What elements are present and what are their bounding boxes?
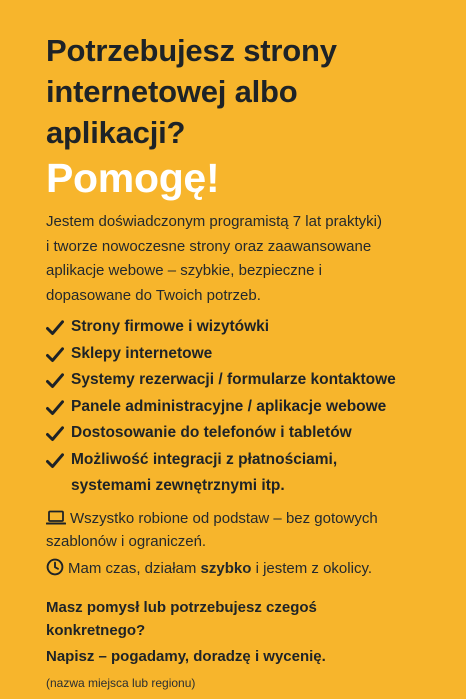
headline-accent: Pomogę!	[46, 155, 220, 201]
feature-availability-text-before: Mam czas, działam	[68, 560, 201, 577]
service-item-mobile-adaptation	[46, 420, 456, 447]
checkmark-icon	[46, 453, 64, 469]
feature-availability-text-after: i jestem z okolicy.	[251, 560, 372, 577]
laptop-icon	[46, 510, 66, 526]
headline-line-3: aplikacji?	[46, 115, 186, 150]
service-item-online-shops	[46, 341, 456, 368]
feature-availability-emphasis: szybko	[200, 560, 252, 577]
location-footnote: (nazwa miejsca lub regionu)	[46, 676, 196, 690]
feature-from-scratch-line-2: szablonów i ograniczeń.	[46, 532, 207, 550]
headline	[46, 30, 436, 153]
checkmark-icon	[46, 426, 64, 442]
intro-line-2: i tworze nowoczesne strony oraz zaawansowane	[46, 237, 372, 255]
intro-line-4: dopasowane do Twoich potrzeb.	[46, 286, 261, 304]
service-item-booking-systems	[46, 367, 456, 394]
service-item-label: Sklepy internetowe	[71, 344, 213, 362]
checkmark-icon	[46, 373, 64, 389]
intro-line-3: aplikacje webowe – szybkie, bezpieczne i	[46, 262, 322, 279]
headline-line-2: internetowej albo	[46, 74, 298, 109]
checkmark-icon	[46, 320, 64, 336]
intro-line-1: Jestem doświadczonym programistą 7 lat praktyki)	[46, 213, 382, 230]
service-item-admin-panels	[46, 394, 456, 421]
checkmark-icon	[46, 347, 64, 363]
closing-question-line-2: konkretnego?	[46, 622, 146, 639]
service-item-integrations	[46, 447, 456, 500]
service-item-company-sites	[46, 314, 456, 341]
intro-paragraph	[46, 210, 452, 308]
service-item-label-continued: systemami zewnętrznymi itp.	[71, 477, 285, 494]
closing-question-line-1: Masz pomysł lub potrzebujesz czegoś	[46, 599, 317, 616]
headline-line-1: Potrzebujesz strony	[46, 33, 337, 68]
clock-icon	[46, 558, 64, 576]
feature-from-scratch	[46, 508, 446, 553]
services-checklist	[46, 314, 456, 500]
service-item-label: Możliwość integracji z płatnościami,	[71, 450, 338, 468]
service-item-label: Strony firmowe i wizytówki	[71, 318, 270, 335]
service-item-label: Systemy rezerwacji / formularze kontaktowe	[71, 371, 396, 388]
closing-question	[46, 596, 446, 642]
service-item-label: Dostosowanie do telefonów i tabletów	[71, 424, 352, 441]
checkmark-icon	[46, 400, 64, 416]
feature-availability	[46, 558, 446, 581]
service-item-label: Panele administracyjne / aplikacje webowe	[71, 397, 387, 415]
call-to-action: Napisz – pogadamy, doradzę i wycenię.	[46, 648, 326, 665]
feature-from-scratch-line-1: Wszystko robione od podstaw – bez gotowych	[70, 510, 378, 527]
